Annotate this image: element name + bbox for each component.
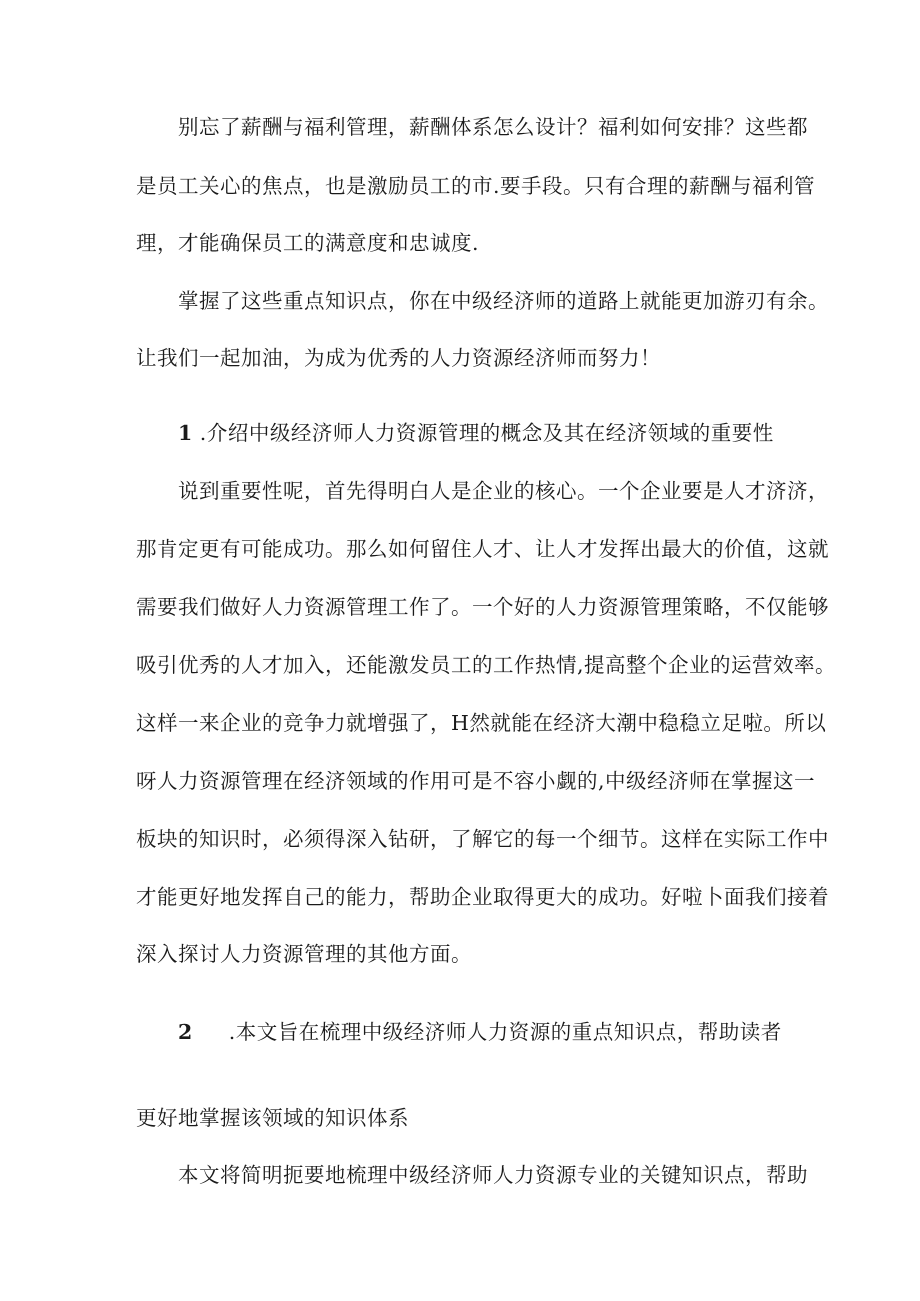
section-title-2: .本文旨在梳理中级经济师人力资源的重点知识点，帮助读者 bbox=[228, 1020, 782, 1044]
section-heading-1 bbox=[178, 420, 774, 446]
paragraph-4-line-1: 本文将简明扼要地梳理中级经济师人力资源专业的关键知识点，帮助 bbox=[178, 1163, 808, 1187]
paragraph-3-line-1: 说到重要性呢，首先得明白人是企业的核心。一个企业要是人才济济， bbox=[178, 479, 829, 503]
paragraph-3-line-3: 需要我们做好人力资源管理工作了。一个好的人力资源管理策略，不仅能够 bbox=[136, 595, 829, 619]
paragraph-3-line-7: 板块的知识时，必须得深入钻研，了解它的每一个细节。这样在实际工作中 bbox=[136, 827, 829, 851]
paragraph-3-line-2: 那肯定更有可能成功。那么如何留住人才、让人才发挥出最大的价值，这就 bbox=[136, 537, 829, 561]
paragraph-3-line-5: 这样一来企业的竞争力就增强了，H然就能在经济大潮中稳稳立足啦。所以 bbox=[136, 711, 827, 735]
section-number-2: 2 bbox=[178, 1020, 193, 1044]
section-heading-2 bbox=[178, 1019, 782, 1045]
section-heading-2-continuation: 更好地掌握该领域的知识体系 bbox=[136, 1106, 409, 1130]
paragraph-3-line-6: 呀人力资源管理在经济领域的作用可是不容小觑的,中级经济师在掌握这一 bbox=[136, 769, 816, 793]
paragraph-3-line-8: 才能更好地发挥自己的能力，帮助企业取得更大的成功。好啦卜面我们接着 bbox=[136, 885, 829, 909]
paragraph-1-line-1: 别忘了薪酬与福利管理，薪酬体系怎么设计？福利如何安排？这些都 bbox=[178, 115, 808, 139]
section-title-1: .介绍中级经济师人力资源管理的概念及其在经济领域的重要性 bbox=[199, 421, 774, 445]
paragraph-2-line-2: 让我们一起加油，为成为优秀的人力资源经济师而努力！ bbox=[136, 346, 661, 370]
paragraph-2-line-1: 掌握了这些重点知识点，你在中级经济师的道路上就能更加游刃有余。 bbox=[178, 289, 829, 313]
paragraph-1-line-3: 理，才能确保员工的满意度和忠诚度. bbox=[136, 231, 480, 255]
section-number-1: 1 bbox=[178, 421, 193, 445]
paragraph-3-line-4: 吸引优秀的人才加入，还能激发员工的工作热情,提高整个企业的运营效率。 bbox=[136, 653, 837, 677]
paragraph-3-line-9: 深入探讨人力资源管理的其他方面。 bbox=[136, 942, 472, 966]
paragraph-1-line-2: 是员工关心的焦点，也是激励员工的市.要手段。只有合理的薪酬与福利管 bbox=[136, 174, 816, 198]
